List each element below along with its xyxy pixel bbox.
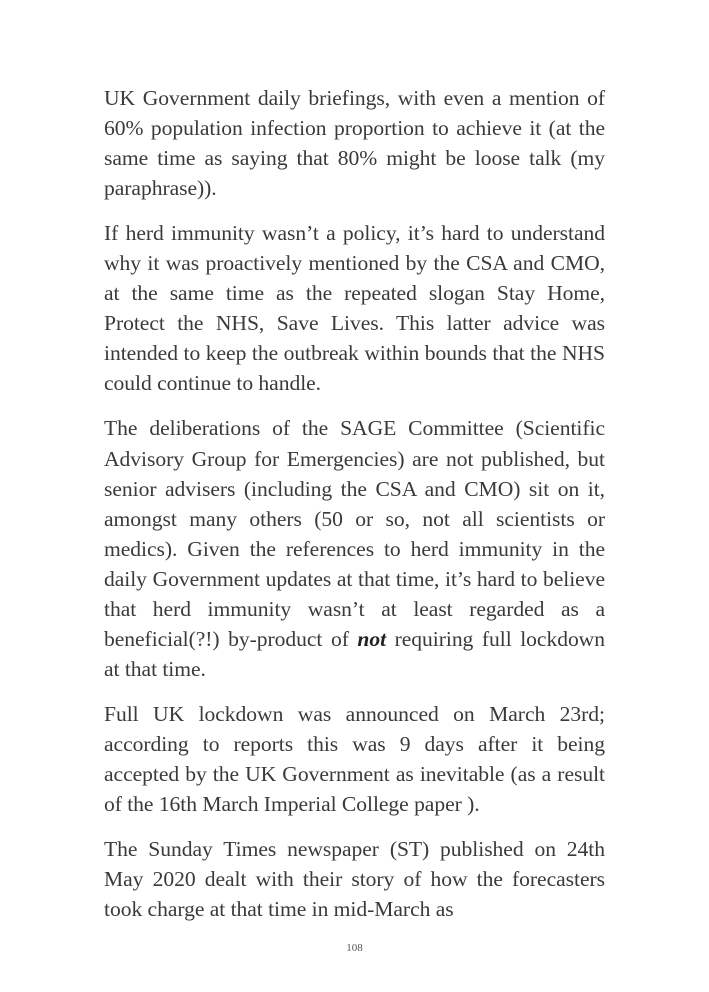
paragraph-text: requiring full lockdown at that time.	[104, 626, 605, 681]
paragraph-text: UK Government daily briefings, with even a mention of 60% population infection proportion to achieve it (at the same time as saying that 80% might be loose talk (my paraphrase)).	[104, 86, 605, 201]
paragraph-text: The deliberations of the SAGE Committee (Scientific Advisory Group for Emergencies) are not published, but senior advisers (including the CSA and CMO) sit on it, amongst many others (50 or so, not all scientists or medics). Given the references to herd immunity in the daily Government updates at that time, it’s hard to believe that herd immunity wasn’t at least regarded as a beneficial(?!) by-product of	[104, 416, 605, 651]
emphasis-not: not	[357, 626, 387, 651]
paragraph-sunday-times	[104, 834, 605, 924]
page-body	[104, 83, 605, 939]
paragraph-text: If herd immunity wasn’t a policy, it’s hard to understand why it was proactively mentioned by the CSA and CMO, at the same time as the repeated slogan Stay Home, Protect the NHS, Save Lives. This latter advice was intended to keep the outbreak within bounds that the NHS could continue to handle.	[104, 221, 605, 396]
paragraph-herd-immunity-policy	[104, 218, 605, 398]
paragraph-text: Full UK lockdown was announced on March 23rd; according to reports this was 9 days after it being accepted by the UK Government as inevitable (as a result of the 16th March Imperial College paper ).	[104, 701, 605, 817]
paragraph-full-lockdown	[104, 699, 605, 819]
paragraph-text: The Sunday Times newspaper (ST) published on 24th May 2020 dealt with their story of how the forecasters took charge at that time in mid-March as	[104, 837, 605, 922]
page-number: 108	[346, 942, 363, 954]
paragraph-sage-committee	[104, 413, 605, 683]
paragraph-herd-immunity-briefings	[104, 83, 605, 203]
